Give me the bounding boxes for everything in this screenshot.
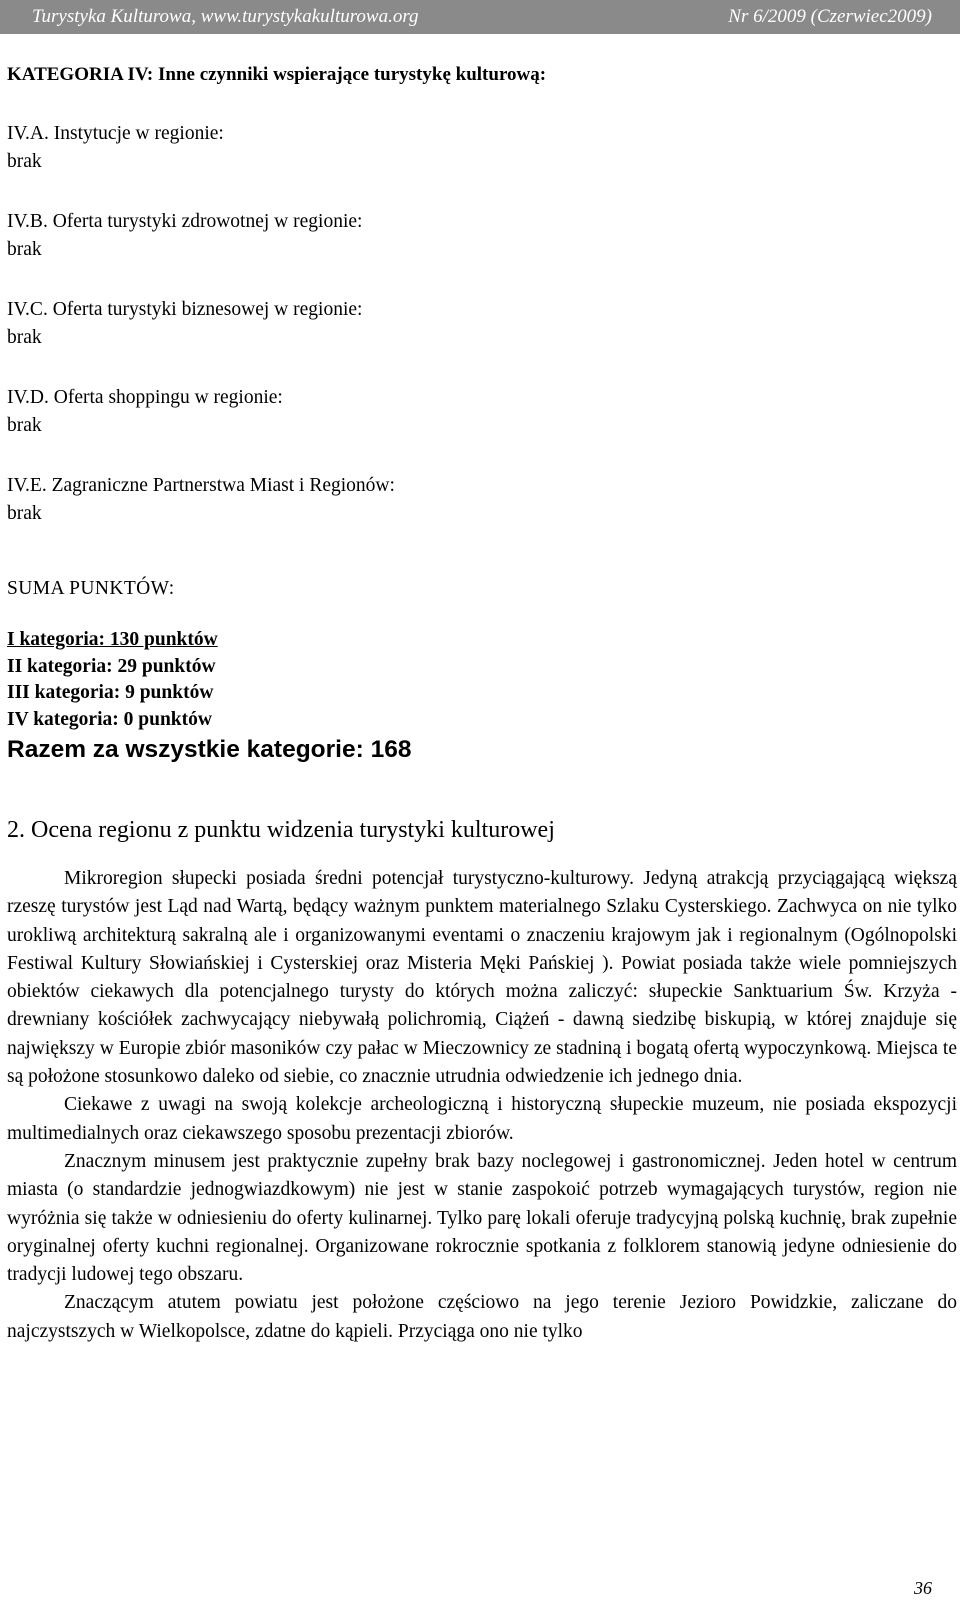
subcategory-title: IV.B. Oferta turystyki zdrowotnej w regionie:	[7, 211, 363, 232]
subcategory-c	[7, 296, 957, 352]
subcategory-title: IV.E. Zagraniczne Partnerstwa Miast i Regionów:	[7, 475, 395, 496]
subcategory-value: brak	[7, 151, 42, 172]
page-header	[0, 0, 960, 34]
summary-line: III kategoria: 9 punktów	[7, 682, 214, 703]
points-summary	[7, 627, 957, 767]
summary-line: I kategoria: 130 punktów	[7, 629, 218, 650]
page-content	[7, 62, 957, 1346]
issue-number: Nr 6/2009 (Czerwiec2009)	[728, 6, 932, 27]
subcategory-a	[7, 120, 957, 176]
subcategory-value: brak	[7, 239, 42, 260]
subcategory-title: IV.A. Instytucje w regionie:	[7, 123, 224, 144]
subcategory-title: IV.C. Oferta turystyki biznesowej w regionie:	[7, 299, 363, 320]
subcategory-value: brak	[7, 327, 42, 348]
subcategory-title: IV.D. Oferta shoppingu w regionie:	[7, 387, 283, 408]
subcategory-value: brak	[7, 415, 42, 436]
points-sum-heading: SUMA PUNKTÓW:	[7, 578, 175, 599]
subcategory-e	[7, 472, 957, 528]
subcategory-d	[7, 384, 957, 440]
section-heading: 2. Ocena regionu z punktu widzenia turystyki kulturowej	[7, 817, 555, 843]
category-title: KATEGORIA IV: Inne czynniki wspierające turystykę kulturową:	[7, 64, 547, 85]
summary-total: Razem za wszystkie kategorie: 168	[7, 736, 412, 763]
summary-line: IV kategoria: 0 punktów	[7, 708, 212, 730]
journal-title: Turystyka Kulturowa, www.turystykakulturowa.org	[32, 6, 419, 27]
subcategory-value: brak	[7, 503, 42, 524]
body-paragraph: Ciekawe z uwagi na swoją kolekcje archeologiczną i historyczną słupeckie muzeum, nie posiada ekspozycji multimedialnych oraz ciekawszego sposobu prezentacji zbiorów.	[7, 1094, 957, 1144]
body-paragraph: Mikroregion słupecki posiada średni potencjał turystyczno-kulturowy. Jedyną atrakcją przyciągającą większą rzeszę turystów jest Ląd nad Wartą, będący ważnym punktem materialnego Szlaku Cysterskiego. Zachwyca on nie tylko urokliwą architekturą sakralną ale i organizowanymi eventami o znaczeniu krajowym jak i regionalnym (Ogólnopolski Festiwal Kultury Słowiańskiej i Cysterskiej oraz Misteria Męki Pańskiej ). Powiat posiada także wiele pomniejszych obiektów ciekawych dla potencjalnego turysty do których można zaliczyć: słupeckie Sanktuarium Św. Krzyża - drewniany kościółek zachwycający niebywałą polichromią, Ciążeń - dawną siedzibę biskupią, w której znajduje się największy w Europie zbiór masoników czy pałac w Mieczownicy ze stadniną i bogatą ofertą wypoczynkową. Miejsca te są położone stosunkowo daleko od siebie, co znacznie utrudnia odwiedzenie ich jednego dnia.	[7, 868, 957, 1088]
body-paragraph: Znaczącym atutem powiatu jest położone częściowo na jego terenie Jezioro Powidzkie, zaliczane do najczystszych w Wielkopolsce, zdatne do kąpieli. Przyciąga ono nie tylko	[7, 1292, 957, 1342]
summary-line: II kategoria: 29 punktów	[7, 655, 216, 677]
page-number: 36	[914, 1578, 932, 1598]
body-paragraph: Znacznym minusem jest praktycznie zupełny brak bazy noclegowej i gastronomicznej. Jeden hotel w centrum miasta (o standardzie jednogwiazdkowym) nie jest w stanie zaspokoić potrzeb wymagających turystów, region nie wyróżnia się także w odniesieniu do oferty kulinarnej. Tylko parę lokali oferuje tradycyjną polską kuchnię, brak zupełnie oryginalnej oferty kuchni regionalnej. Organizowane rokrocznie spotkania z folklorem stanowią jedyne odniesienie do tradycji ludowej tego obszaru.	[7, 1150, 957, 1286]
subcategory-b	[7, 208, 957, 264]
